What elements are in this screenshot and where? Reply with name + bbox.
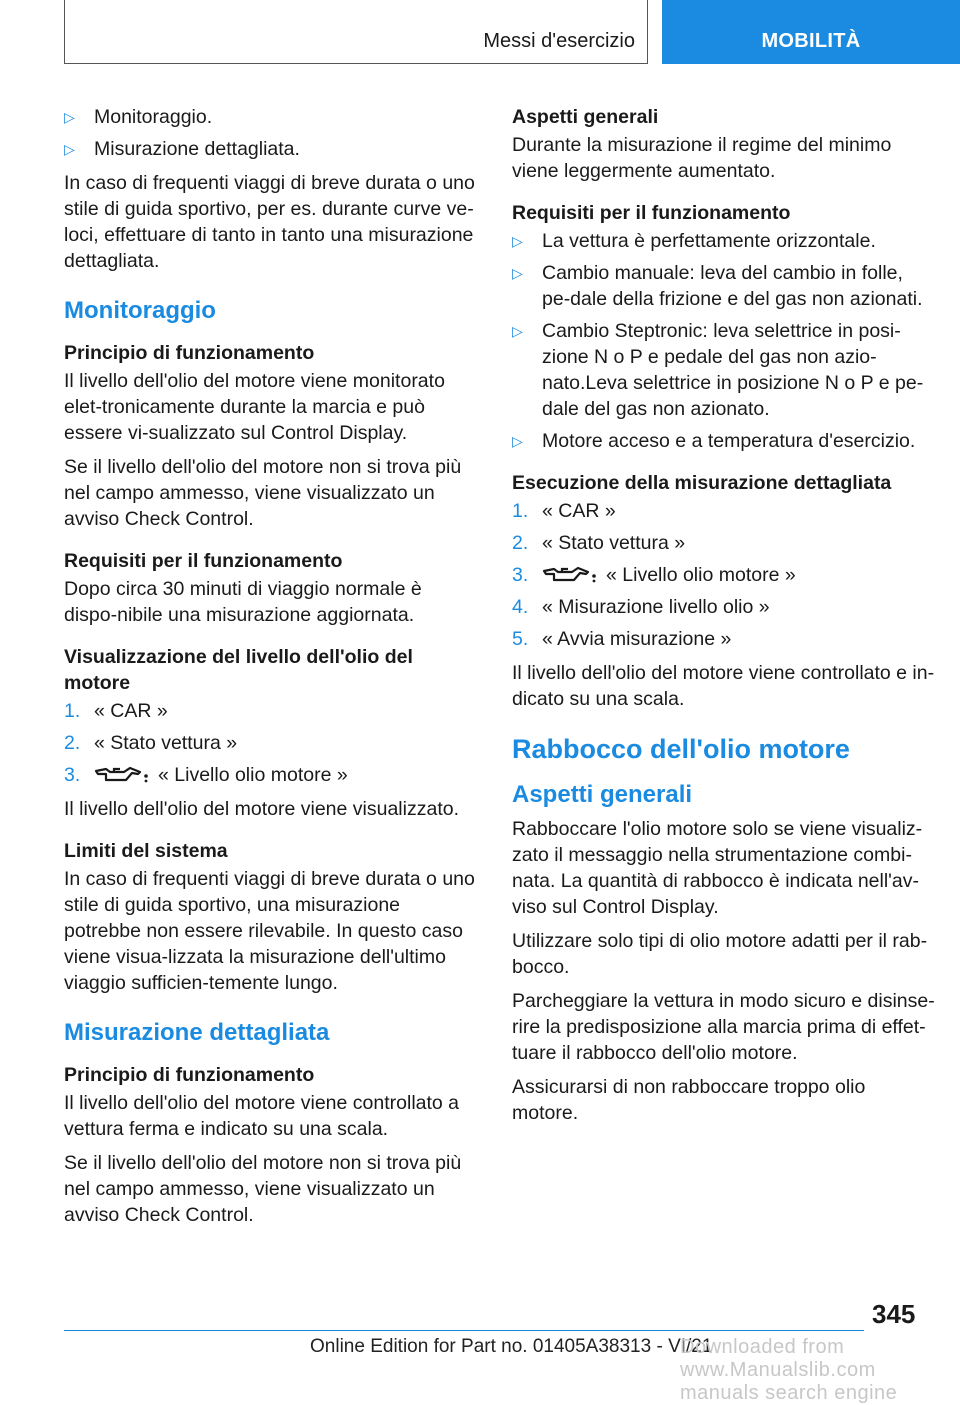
right-column [512,104,936,1134]
paragraph: Se il livello dell'olio del motore non si trova più nel campo ammesso, viene visualizzato un avviso Check Control. [64,1152,462,1226]
heading-rabbocco: Rabbocco dell'olio motore [512,734,850,764]
paragraph: Parcheggiare la vettura in modo sicuro e disinse-rire la predisposizione alla marcia prima di effet-tuare il rabbocco dell'olio motore. [512,990,935,1064]
subheading-requisiti: Requisiti per il funzionamento [64,550,343,572]
triangle-right-icon: ▷ [512,433,523,449]
heading-monitoraggio: Monitoraggio [64,297,216,324]
subheading-principio: Principio di funzionamento [64,342,315,364]
heading-misurazione: Misurazione dettagliata [64,1019,330,1046]
paragraph: Il livello dell'olio del motore viene controllato e in-dicato su una scala. [512,662,935,710]
paragraph: Durante la misurazione il regime del minimo viene leggermente aumentato. [512,134,892,182]
list-item: 5. « Avvia misurazione » [512,628,732,650]
list-item: 2. « Stato vettura » [512,532,686,554]
heading-aspetti-generali: Aspetti generali [512,781,693,808]
list-item: ▷ Monitoraggio. [64,106,213,128]
watermark: Downloaded from www.Manualslib.com manuals search engine [680,1336,898,1404]
subheading-visualizzazione: Visualizzazione del livello dell'olio del motore [64,646,413,694]
list-item: ▷ Cambio Steptronic: leva selettrice in posi-zione N o P e pedale del gas non azio-nato.Leva selettrice in posizione N o P e pe-dale del gas non azionato. [512,320,924,420]
triangle-right-icon: ▷ [512,323,523,339]
list-item: 1. « CAR » [64,700,168,722]
oil-can-icon [94,763,150,785]
edition-note: Online Edition for Part no. 01405A38313 - VI/21 [310,1336,713,1357]
intro-bullet-list [64,104,480,162]
list-item: 2. « Stato vettura » [64,732,238,754]
triangle-right-icon: ▷ [64,109,75,125]
paragraph: Rabboccare l'olio motore solo se viene visualiz-zato il messaggio nella strumentazione combi-nata. La quantità di rabbocco è indicata nell'av-viso sul Control Display. [512,818,923,918]
paragraph: Il livello dell'olio del motore viene monitorato elet-tronicamente durante la marcia e può essere vi-sualizzato sul Control Display. [64,370,445,444]
triangle-right-icon: ▷ [64,141,75,157]
list-item: ▷ Cambio manuale: leva del cambio in folle, pe-dale della frizione e del gas non azionati. [512,262,923,310]
requisiti-list [512,228,936,454]
steps-list [64,698,480,788]
list-item: ▷ La vettura è perfettamente orizzontale. [512,230,876,252]
left-column [64,104,480,1236]
chapter-tab: MOBILITÀ [662,0,960,64]
list-item: 4. « Misurazione livello olio » [512,596,770,618]
paragraph: Il livello dell'olio del motore viene controllato a vettura ferma e indicato su una scala. [64,1092,460,1140]
paragraph: Dopo circa 30 minuti di viaggio normale è dispo-nibile una misurazione aggiornata. [64,578,422,626]
intro-paragraph: In caso di frequenti viaggi di breve durata o uno stile di guida sportivo, per es. durante curve ve-loci, effettuare di tanto in tanto una misurazione dettagliata. [64,172,475,272]
list-item: 3. « Livello olio motore » [512,564,796,586]
page-number: 345 [872,1299,916,1329]
subheading-limiti: Limiti del sistema [64,840,228,862]
list-item: 3. « Livello olio motore » [64,764,348,786]
subheading-principio: Principio di funzionamento [64,1064,315,1086]
paragraph: In caso di frequenti viaggi di breve durata o uno stile di guida sportivo, una misurazione potrebbe non essere rilevabile. In questo caso viene visua-lizzata la misurazione dell'ultimo viaggio sufficien-temente lungo. [64,868,475,994]
paragraph: Assicurarsi di non rabboccare troppo olio motore. [512,1076,866,1124]
triangle-right-icon: ▷ [512,233,523,249]
header-section-box [64,0,648,64]
subheading-requisiti: Requisiti per il funzionamento [512,202,791,224]
list-item: ▷ Motore acceso e a temperatura d'esercizio. [512,430,916,452]
paragraph: Se il livello dell'olio del motore non si trova più nel campo ammesso, viene visualizzato un avviso Check Control. [64,456,462,530]
list-item: 1. « CAR » [512,500,616,522]
steps-list [512,498,936,652]
subheading-aspetti: Aspetti generali [512,106,659,128]
footer-divider [64,1330,864,1331]
section-title: Messi d'esercizio [483,30,635,52]
oil-can-icon [542,563,598,585]
list-item: ▷ Misurazione dettagliata. [64,138,300,160]
triangle-right-icon: ▷ [512,265,523,281]
paragraph: Utilizzare solo tipi di olio motore adatti per il rab-bocco. [512,930,928,978]
subheading-esecuzione: Esecuzione della misurazione dettagliata [512,472,892,494]
paragraph: Il livello dell'olio del motore viene visualizzato. [64,798,459,820]
